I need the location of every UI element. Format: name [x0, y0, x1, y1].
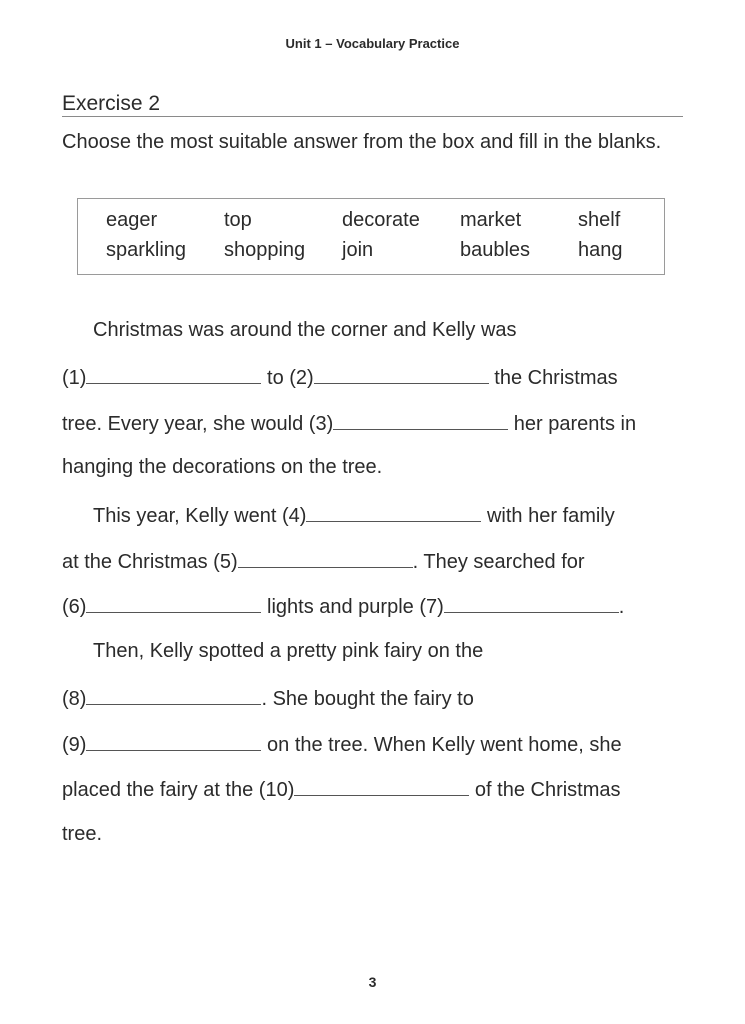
passage-text: tree. [62, 823, 103, 845]
passage-text: the Christmas [488, 367, 618, 389]
unit-header: Unit 1 – Vocabulary Practice [285, 36, 460, 51]
passage-line [93, 640, 483, 663]
blank-1[interactable] [86, 365, 261, 384]
passage-line [62, 823, 102, 846]
passage-line [62, 411, 636, 436]
title-divider [62, 116, 683, 117]
passage-text: with her family [481, 505, 615, 527]
word-bank-item: decorate [342, 209, 420, 231]
blank-label-3: tree. Every year, she would (3) [62, 413, 334, 435]
exercise-title: Exercise 2 [62, 92, 161, 115]
blank-label-6: (6) [62, 596, 87, 618]
blank-label-5: at the Christmas (5) [62, 551, 238, 573]
word-bank-item: eager [106, 209, 158, 231]
passage-text: hanging the decorations on the tree. [62, 456, 383, 478]
blank-3[interactable] [333, 411, 508, 430]
word-bank-item: shelf [578, 209, 621, 231]
passage-line [62, 365, 618, 390]
passage-text: her parents in [508, 413, 637, 435]
word-bank-item: join [342, 239, 374, 261]
passage-line [62, 732, 622, 757]
blank-10[interactable] [294, 777, 469, 796]
word-bank-item: hang [578, 239, 623, 261]
passage-line [62, 686, 474, 711]
blank-label-4: This year, Kelly went (4) [93, 505, 307, 527]
blank-label-9: (9) [62, 734, 87, 756]
exercise-instruction: Choose the most suitable answer from the box and fill in the blanks. [62, 131, 662, 153]
passage-text: Christmas was around the corner and Kelly was [93, 319, 517, 341]
page-number: 3 [368, 974, 377, 990]
passage-text: . They searched for [412, 551, 585, 573]
blank-7[interactable] [444, 594, 619, 613]
blank-label-10: placed the fairy at the (10) [62, 779, 295, 801]
word-bank-item: baubles [460, 239, 531, 261]
word-bank-item: shopping [224, 239, 306, 261]
blank-8[interactable] [86, 686, 261, 705]
blank-label-8: (8) [62, 688, 87, 710]
blank-4[interactable] [306, 503, 481, 522]
blank-2[interactable] [314, 365, 489, 384]
word-bank-item: market [460, 209, 522, 231]
passage-text: of the Christmas [469, 779, 621, 801]
passage-line [62, 456, 382, 479]
blank-label-1: (1) [62, 367, 87, 389]
word-bank-item: sparkling [106, 239, 187, 261]
passage-line [93, 319, 517, 342]
blank-9[interactable] [86, 732, 261, 751]
word-bank-box [77, 198, 665, 275]
passage-text: Then, Kelly spotted a pretty pink fairy on the [93, 640, 484, 662]
passage-line [93, 503, 615, 528]
blank-label-7: lights and purple (7) [261, 596, 444, 618]
blank-label-2: to (2) [261, 367, 314, 389]
passage-text: . She bought the fairy to [261, 688, 474, 710]
passage-text: on the tree. When Kelly went home, she [261, 734, 622, 756]
word-bank-item: top [224, 209, 252, 231]
passage-text: . [618, 596, 625, 618]
passage-line [62, 777, 621, 802]
passage-line [62, 594, 624, 619]
passage-line [62, 549, 585, 574]
blank-5[interactable] [238, 549, 413, 568]
blank-6[interactable] [86, 594, 261, 613]
